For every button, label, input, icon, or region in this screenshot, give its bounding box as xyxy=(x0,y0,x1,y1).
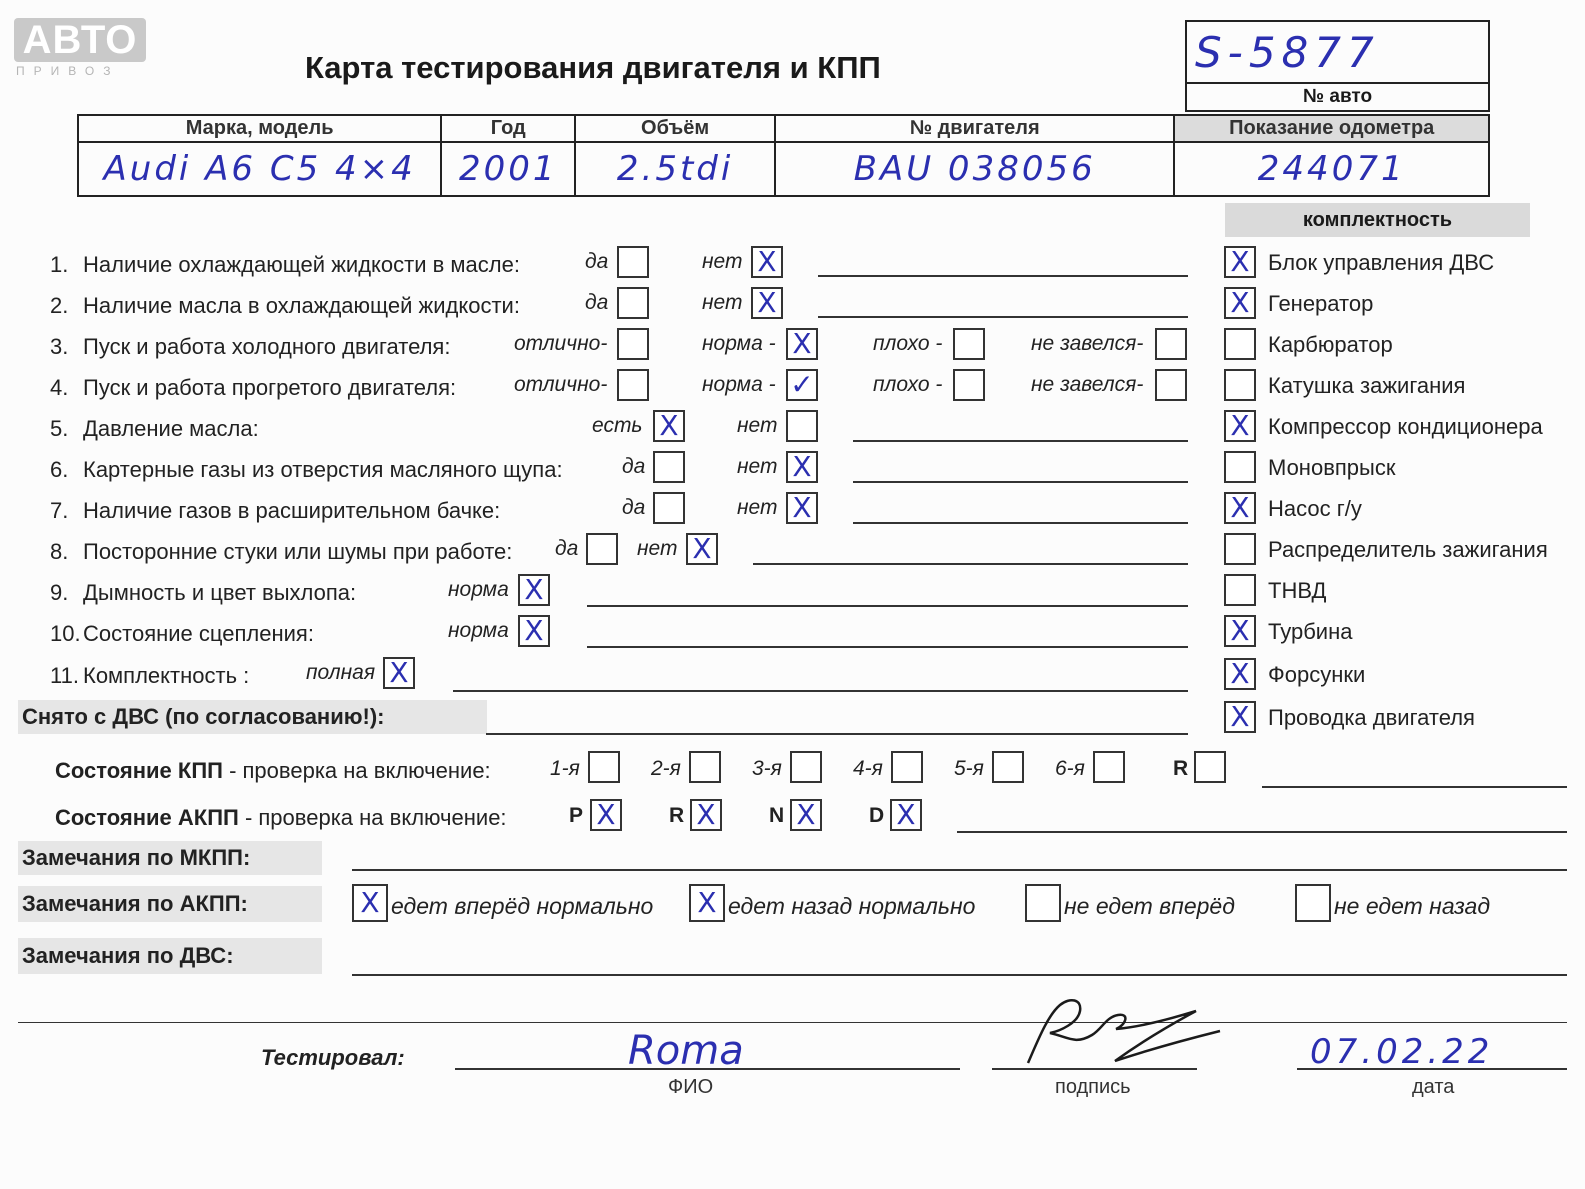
akpp-label-bold: Состояние АКПП xyxy=(55,805,239,830)
kpp-gear-4: 4-я xyxy=(853,757,883,780)
question-number: 6. xyxy=(50,457,69,482)
q9-opt-normal: норма xyxy=(448,578,509,601)
q5-checkbox-no[interactable] xyxy=(786,410,818,442)
completeness-label-ecu: Блок управления ДВС xyxy=(1268,250,1495,275)
q11-checkbox-full[interactable]: X xyxy=(383,657,415,689)
completeness-label-distributor: Распределитель зажигания xyxy=(1268,537,1548,562)
auto-number-value[interactable]: S-5877 xyxy=(1195,28,1380,77)
kpp-checkbox-1[interactable] xyxy=(588,751,620,783)
kpp-checkbox-3[interactable] xyxy=(790,751,822,783)
tested-label: Тестировал: xyxy=(261,1045,405,1070)
completeness-label-carburetor: Карбюратор xyxy=(1268,332,1393,357)
q6-note-line[interactable] xyxy=(853,481,1188,483)
question-7 xyxy=(50,498,500,524)
akpp-remark-no-reverse: не едет назад xyxy=(1334,893,1491,919)
q4-checkbox-excellent[interactable] xyxy=(617,369,649,401)
q2-checkbox-no[interactable]: X xyxy=(751,287,783,319)
removed-line[interactable] xyxy=(486,733,1188,735)
q3-checkbox-excellent[interactable] xyxy=(617,328,649,360)
q2-checkbox-yes[interactable] xyxy=(617,287,649,319)
kpp-checkbox-4[interactable] xyxy=(891,751,923,783)
remarks-dvs-line[interactable] xyxy=(352,974,1567,976)
q7-opt-no: нет xyxy=(737,496,778,519)
completeness-checkbox-injection-pump[interactable] xyxy=(1224,574,1256,606)
q8-checkbox-yes[interactable] xyxy=(586,533,618,565)
kpp-gear-1: 1-я xyxy=(550,757,580,780)
kpp-checkbox-5[interactable] xyxy=(992,751,1024,783)
date-label: дата xyxy=(1412,1076,1455,1098)
question-text: Пуск и работа холодного двигателя: xyxy=(83,334,451,359)
question-9 xyxy=(50,580,356,606)
completeness-title: комплектность xyxy=(1225,203,1530,237)
question-text: Наличие охлаждающей жидкости в масле: xyxy=(83,252,520,277)
q2-opt-no: нет xyxy=(702,291,743,314)
remarks-dvs-label: Замечания по ДВС: xyxy=(18,938,322,974)
q3-opt-excellent: отлично- xyxy=(514,332,608,355)
question-11 xyxy=(50,663,249,689)
completeness-label-injection-pump: ТНВД xyxy=(1268,578,1327,603)
q7-opt-yes: да xyxy=(622,496,646,519)
question-6 xyxy=(50,457,563,483)
logo: АВТО xyxy=(14,18,146,62)
signature[interactable] xyxy=(1020,985,1230,1080)
question-text: Наличие газов в расширительном бачке: xyxy=(83,498,501,523)
value-odometer[interactable]: 244071 xyxy=(1174,142,1489,196)
q7-note-line[interactable] xyxy=(853,522,1188,524)
q9-checkbox-normal[interactable]: X xyxy=(518,574,550,606)
kpp-gear-3: 3-я xyxy=(752,757,782,780)
q3-checkbox-normal[interactable]: X xyxy=(786,328,818,360)
question-number: 4. xyxy=(50,375,69,400)
value-volume[interactable]: 2.5tdi xyxy=(575,142,775,196)
col-volume: Объём xyxy=(575,115,775,142)
question-text: Состояние сцепления: xyxy=(83,621,314,646)
signature-line[interactable] xyxy=(992,1068,1197,1070)
akpp-remark-checkbox-forward-ok[interactable]: X xyxy=(352,884,388,922)
q11-note-line[interactable] xyxy=(453,690,1188,692)
completeness-checkbox-generator[interactable]: X xyxy=(1224,287,1256,319)
question-number: 9. xyxy=(50,580,69,605)
question-text: Наличие масла в охлаждающей жидкости: xyxy=(83,293,520,318)
value-engine-number[interactable]: BAU 038056 xyxy=(775,142,1174,196)
q2-note-line[interactable] xyxy=(818,316,1188,318)
q1-checkbox-yes[interactable] xyxy=(617,246,649,278)
q4-opt-no-start: не завелся- xyxy=(1031,373,1144,396)
question-4 xyxy=(50,375,456,401)
completeness-checkbox-injectors[interactable]: X xyxy=(1224,658,1256,690)
question-number: 10. xyxy=(50,621,81,646)
akpp-note-line[interactable] xyxy=(957,831,1567,833)
q1-note-line[interactable] xyxy=(818,275,1188,277)
q4-opt-excellent: отлично- xyxy=(514,373,608,396)
q4-checkbox-bad[interactable] xyxy=(953,369,985,401)
question-number: 2. xyxy=(50,293,69,318)
question-text: Посторонние стуки или шумы при работе: xyxy=(83,539,513,564)
q8-note-line[interactable] xyxy=(753,563,1188,565)
q4-opt-normal: норма - xyxy=(702,373,776,396)
akpp-gear-r: R xyxy=(669,804,685,827)
question-number: 5. xyxy=(50,416,69,441)
tester-name[interactable]: Roma xyxy=(628,1028,744,1074)
q5-checkbox-yes[interactable]: X xyxy=(653,410,685,442)
completeness-label-generator: Генератор xyxy=(1268,291,1374,316)
question-text: Давление масла: xyxy=(83,416,259,441)
akpp-checkbox-d[interactable]: X xyxy=(890,799,922,831)
akpp-remark-checkbox-reverse-ok[interactable]: X xyxy=(689,884,725,922)
q5-opt-yes: есть xyxy=(592,414,643,437)
q2-opt-yes: да xyxy=(585,291,609,314)
q3-checkbox-bad[interactable] xyxy=(953,328,985,360)
completeness-label-turbo: Турбина xyxy=(1268,619,1353,644)
separator-line xyxy=(18,1022,1567,1023)
q6-checkbox-yes[interactable] xyxy=(653,451,685,483)
col-engine-number: № двигателя xyxy=(775,115,1174,142)
kpp-note-line[interactable] xyxy=(1262,786,1567,788)
test-date[interactable]: 07.02.22 xyxy=(1310,1032,1494,1072)
kpp-label-rest: - проверка на включение: xyxy=(222,758,491,783)
question-8 xyxy=(50,539,512,565)
q9-note-line[interactable] xyxy=(587,605,1188,607)
question-text: Дымность и цвет выхлопа: xyxy=(83,580,357,605)
akpp-remark-reverse-ok: едет назад нормально xyxy=(728,893,976,919)
kpp-checkbox-6[interactable] xyxy=(1093,751,1125,783)
completeness-checkbox-ecu[interactable]: X xyxy=(1224,246,1256,278)
akpp-remark-no-forward: не едет вперёд xyxy=(1064,893,1235,919)
fio-line[interactable] xyxy=(455,1068,960,1070)
akpp-label-rest: - проверка на включение: xyxy=(238,805,507,830)
q6-checkbox-no[interactable]: X xyxy=(786,451,818,483)
fio-label: ФИО xyxy=(668,1076,714,1098)
q3-opt-no-start: не завелся- xyxy=(1031,332,1144,355)
completeness-label-injectors: Форсунки xyxy=(1268,662,1366,687)
akpp-checkbox-n[interactable]: X xyxy=(790,799,822,831)
completeness-label-ignition-coil: Катушка зажигания xyxy=(1268,373,1466,398)
kpp-checkbox-r[interactable] xyxy=(1194,751,1226,783)
kpp-label-bold: Состояние КПП xyxy=(55,758,223,783)
remarks-mkpp-label: Замечания по МКПП: xyxy=(18,841,322,875)
q10-note-line[interactable] xyxy=(587,646,1188,648)
kpp-gear-5: 5-я xyxy=(954,757,984,780)
q5-opt-no: нет xyxy=(737,414,778,437)
col-make-model: Марка, модель xyxy=(78,115,441,142)
q4-checkbox-normal[interactable]: ✓ xyxy=(786,369,818,401)
q10-checkbox-normal[interactable]: X xyxy=(518,615,550,647)
completeness-checkbox-mono-injection[interactable] xyxy=(1224,451,1256,483)
question-10 xyxy=(50,621,314,647)
question-text: Картерные газы из отверстия масляного щупа: xyxy=(83,457,563,482)
remarks-mkpp-line[interactable] xyxy=(352,869,1567,871)
question-number: 7. xyxy=(50,498,69,523)
q8-opt-yes: да xyxy=(555,537,579,560)
akpp-checkbox-r[interactable]: X xyxy=(690,799,722,831)
question-text: Пуск и работа прогретого двигателя: xyxy=(83,375,457,400)
completeness-checkbox-carburetor[interactable] xyxy=(1224,328,1256,360)
col-odometer: Показание одометра xyxy=(1174,115,1489,142)
question-number: 11. xyxy=(50,663,79,688)
question-3 xyxy=(50,334,450,360)
akpp-remark-checkbox-no-reverse[interactable] xyxy=(1295,884,1331,922)
completeness-checkbox-turbo[interactable]: X xyxy=(1224,615,1256,647)
completeness-label-power-steering-pump: Насос г/у xyxy=(1268,496,1362,521)
akpp-remark-forward-ok: едет вперёд нормально xyxy=(391,893,654,919)
kpp-gear-2: 2-я xyxy=(651,757,681,780)
remarks-akpp-label: Замечания по АКПП: xyxy=(18,886,322,922)
question-1 xyxy=(50,252,520,278)
kpp-label xyxy=(55,758,491,784)
question-5 xyxy=(50,416,259,442)
completeness-checkbox-engine-wiring[interactable]: X xyxy=(1224,701,1256,733)
kpp-gear-r: R xyxy=(1173,757,1189,780)
date-line[interactable] xyxy=(1297,1068,1567,1070)
akpp-gear-p: P xyxy=(569,804,584,827)
kpp-gear-6: 6-я xyxy=(1055,757,1085,780)
akpp-label xyxy=(55,805,507,831)
logo-subtitle: ПРИВОЗ xyxy=(16,64,120,78)
signature-label: подпись xyxy=(1055,1076,1131,1098)
col-year: Год xyxy=(441,115,575,142)
question-text: Комплектность : xyxy=(83,663,250,688)
q3-opt-bad: плохо - xyxy=(873,332,943,355)
completeness-checkbox-ac-compressor[interactable]: X xyxy=(1224,410,1256,442)
q4-opt-bad: плохо - xyxy=(873,373,943,396)
akpp-remark-checkbox-no-forward[interactable] xyxy=(1025,884,1061,922)
akpp-checkbox-p[interactable]: X xyxy=(590,799,622,831)
q10-opt-normal: норма xyxy=(448,619,509,642)
q5-note-line[interactable] xyxy=(853,440,1188,442)
auto-number-label: № авто xyxy=(1185,84,1490,112)
question-number: 8. xyxy=(50,539,69,564)
page-title: Карта тестирования двигателя и КПП xyxy=(305,50,881,85)
akpp-gear-d: D xyxy=(869,804,885,827)
q6-opt-no: нет xyxy=(737,455,778,478)
question-number: 3. xyxy=(50,334,69,359)
completeness-checkbox-distributor[interactable] xyxy=(1224,533,1256,565)
q4-checkbox-no-start[interactable] xyxy=(1155,369,1187,401)
vehicle-info-table xyxy=(77,114,1490,197)
q11-opt-full: полная xyxy=(306,661,376,684)
removed-label: Снято с ДВС (по согласованию!): xyxy=(18,700,487,734)
q8-opt-no: нет xyxy=(637,537,678,560)
q6-opt-yes: да xyxy=(622,455,646,478)
q7-checkbox-no[interactable]: X xyxy=(786,492,818,524)
akpp-gear-n: N xyxy=(769,804,785,827)
question-2 xyxy=(50,293,520,319)
completeness-label-mono-injection: Моновпрыск xyxy=(1268,455,1396,480)
q1-checkbox-no[interactable]: X xyxy=(751,246,783,278)
q7-checkbox-yes[interactable] xyxy=(653,492,685,524)
completeness-checkbox-power-steering-pump[interactable]: X xyxy=(1224,492,1256,524)
value-year[interactable]: 2001 xyxy=(441,142,575,196)
completeness-checkbox-ignition-coil[interactable] xyxy=(1224,369,1256,401)
value-make-model[interactable]: Audi A6 C5 4×4 xyxy=(78,142,441,196)
completeness-label-ac-compressor: Компрессор кондиционера xyxy=(1268,414,1543,439)
q3-opt-normal: норма - xyxy=(702,332,776,355)
q1-opt-yes: да xyxy=(585,250,609,273)
q3-checkbox-no-start[interactable] xyxy=(1155,328,1187,360)
q1-opt-no: нет xyxy=(702,250,743,273)
q8-checkbox-no[interactable]: X xyxy=(686,533,718,565)
kpp-checkbox-2[interactable] xyxy=(689,751,721,783)
completeness-label-engine-wiring: Проводка двигателя xyxy=(1268,705,1475,730)
question-number: 1. xyxy=(50,252,69,277)
